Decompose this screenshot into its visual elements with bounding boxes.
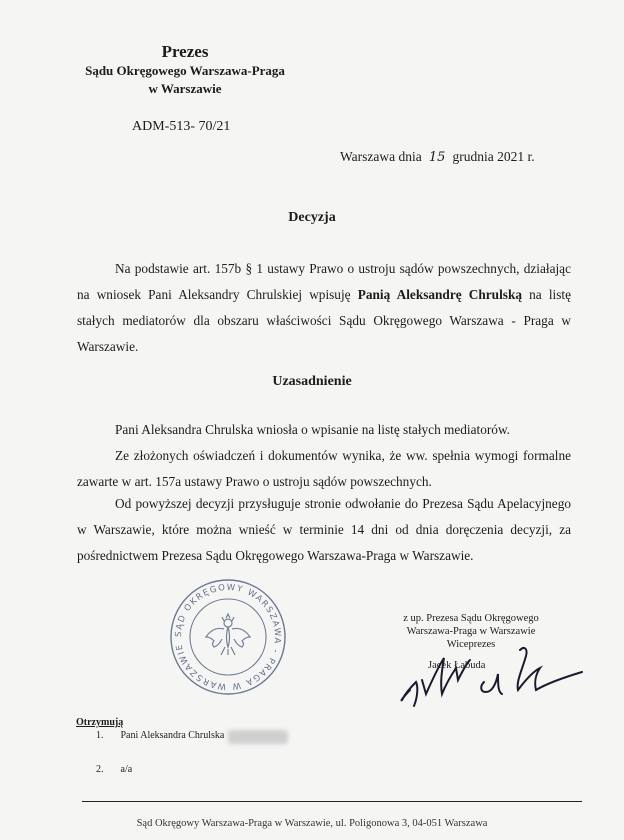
stamp-text: SĄD OKRĘGOWY WARSZAWA - PRAGA W WARSZAWIE (173, 582, 283, 692)
letterhead-court: Sądu Okręgowego Warszawa-Praga (85, 63, 285, 78)
date-day: 15 (428, 150, 446, 165)
signature-title: Wiceprezes (446, 639, 496, 650)
decision-text (77, 256, 571, 360)
footer-address: Sąd Okręgowy Warszawa-Praga w Warszawie, ul. Poligonowa 3, 04-051 Warszawa (136, 818, 488, 829)
justification-heading: Uzasadnienie (272, 374, 352, 389)
signature-court: Warszawa-Praga w Warszawie (406, 626, 536, 637)
handwritten-signature-icon (392, 632, 592, 722)
letterhead-title: Prezes (161, 42, 209, 61)
date-prefix: Warszawa dnia (340, 149, 422, 164)
case-reference: ADM-513- 70/21 (132, 119, 231, 134)
signer-name: Jacek Łabuda (428, 660, 486, 671)
recipient-name: a/a (120, 764, 133, 775)
recipients-label: Otrzymują (76, 717, 124, 728)
justification-paragraph-3: Od powyższej decyzji przysługuje stronie odwołanie do Prezesa Sądu Apelacyjnego w Warszawie, które można wnieść w terminie 14 dni od dnia doręczenia decyzji, za pośrednictwem Prezesa Sądu Okręgowego Warszawa-Praga w Warszawie. (77, 496, 571, 563)
footer-divider (82, 801, 582, 802)
justification-paragraph-2: Ze złożonych oświadczeń i dokumentów wynika, że ww. spełnia wymogi formalne zawarte w art. 157a ustawy Prawo o ustroju sądów powszechnych. (77, 448, 571, 489)
recipient-item (96, 764, 132, 775)
letterhead (60, 42, 310, 98)
recipient-number: 2. (96, 764, 104, 775)
decision-heading: Decyzja (288, 210, 336, 225)
recipient-item (96, 730, 224, 741)
recipient-number: 1. (96, 730, 104, 741)
date-suffix: grudnia 2021 r. (452, 149, 535, 164)
decision-text-b: na listę stałych mediatorów dla obszaru właściwości Sądu Okręgowego Warszawa - Praga w Warszawie. (77, 287, 571, 354)
recipient-name: Pani Aleksandra Chrulska (120, 730, 225, 741)
decision-text-a: Na podstawie art. 157b § 1 ustawy Prawo o ustroju sądów powszechnych, działając na wniosek Pani Aleksandry Chrulskiej wpisuję (77, 261, 571, 302)
redaction-mark (228, 730, 288, 744)
letterhead-city: w Warszawie (148, 81, 222, 96)
court-seal-stamp (168, 577, 288, 697)
date-line (340, 149, 535, 165)
justification-paragraph-1: Pani Aleksandra Chrulska wniosła o wpisanie na listę stałych mediatorów. (115, 422, 511, 437)
signature-authority: z up. Prezesa Sądu Okręgowego (403, 613, 539, 624)
recipients-section (76, 717, 123, 728)
decision-text-bold: Panią Aleksandrę Chrulską (357, 287, 522, 302)
eagle-emblem-icon (206, 614, 250, 655)
